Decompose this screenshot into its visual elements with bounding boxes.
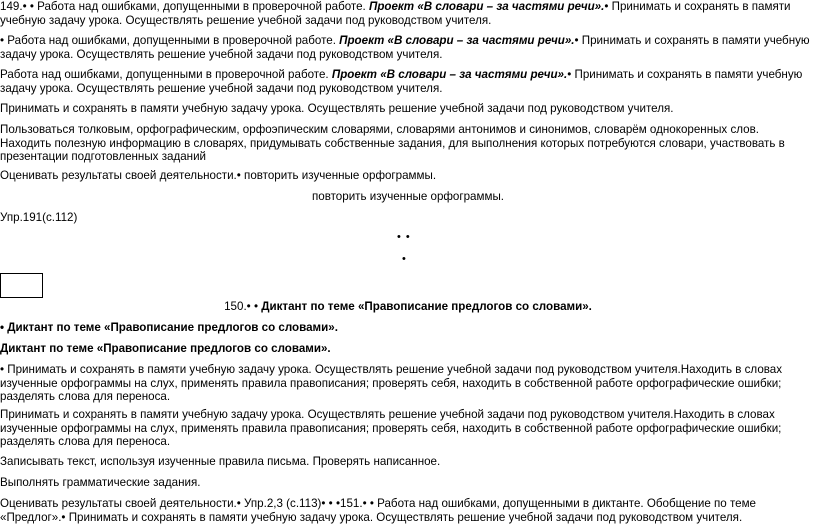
paragraph-accept-task: Принимать и сохранять в памяти учебную задачу урока. Осуществлять решение учебной задачи под руководством учителя. [0, 102, 674, 115]
text-run: 149.• • Работа над ошибками, допущенными в проверочной работе. [0, 0, 369, 13]
text-run: • Принимать и сохранять в памяти учебную задачу урока. Осуществлять решение учебной задачи под руководством учителя. [0, 34, 810, 61]
empty-box [0, 273, 43, 298]
paragraph-write-text: Записывать текст, используя изученные правила письма. Проверять написанное. [0, 455, 441, 468]
dictation-bullet: • Диктант по теме «Правописание предлогов со словами». [0, 321, 338, 334]
paragraph-grammar-tasks: Выполнять грамматические задания. [0, 476, 201, 489]
text-run: 150.• • [224, 300, 262, 313]
paragraph-repeat-centered: повторить изученные орфограммы. [311, 190, 504, 203]
paragraph-dictionaries: Пользоваться толковым, орфографическим, орфоэпическим словарями, словарями антонимов и синонимов, словарём однокоренных слов. Находить полезную информацию в словарях, придумывать собственные задания, для выполнения которых потребуются словари, участвовать в презентации подготовленных заданий [0, 123, 785, 163]
text-run: • Работа над ошибками, допущенными в проверочной работе. [0, 34, 340, 47]
paragraph-150 [0, 300, 816, 314]
dictation-heading: Диктант по теме «Правописание предлогов со словами». [0, 342, 331, 355]
paragraph-accept-task-long: • Принимать и сохранять в памяти учебную задачу урока. Осуществлять решение учебной задачи под руководством учителя.Находить в словах изученные орфограммы на слух, применять правила правописания; проверять себя, находить в собственной работе орфографические ошибки; разделять слова для переноса. [0, 363, 783, 403]
bullet-dots: • • [397, 231, 411, 243]
paragraph-accept-task-long-2: Принимать и сохранять в памяти учебную задачу урока. Осуществлять решение учебной задачи под руководством учителя.Находить в словах изученные орфограммы на слух, применять правила правописания; проверять себя, находить в собственной работе орфографические ошибки; разделять слова для переноса. [0, 408, 782, 448]
paragraph-evaluate: Оценивать результаты своей деятельности.• повторить изученные орфограммы. [0, 169, 437, 182]
text-run: • Принимать и сохранять в памяти учебную задачу урока. Осуществлять решение учебной задачи под руководством учителя. [0, 68, 803, 95]
exercise-reference: Упр.191(с.112) [0, 211, 78, 224]
project-title: Проект «В словари – за частями речи». [339, 34, 575, 47]
paragraph-work-on-errors [0, 34, 812, 61]
project-title: Проект «В словари – за частями речи». [331, 68, 568, 81]
bullet-dot: • [402, 253, 407, 265]
text-run: Работа над ошибками, допущенными в проверочной работе. [0, 68, 332, 81]
dictation-title: Диктант по теме «Правописание предлогов со словами». [261, 300, 592, 313]
text-run: • Принимать и сохранять в памяти учебную задачу урока. Осуществлять решение учебной задачи под руководством учителя. [0, 0, 791, 27]
project-title: Проект «В словари – за частями речи». [368, 0, 605, 13]
paragraph-149 [0, 0, 812, 27]
paragraph-evaluate-151: Оценивать результаты своей деятельности.• Упр.2,3 (с.113)• • •151.• • Работа над ошибками, допущенными в диктанте. Обобщение по теме «Предлог».• Принимать и сохранять в памяти учебную задачу урока. Осуществлять решение учебной задачи под руководством учителя. [0, 497, 757, 524]
paragraph-work-on-errors-2 [0, 68, 812, 95]
